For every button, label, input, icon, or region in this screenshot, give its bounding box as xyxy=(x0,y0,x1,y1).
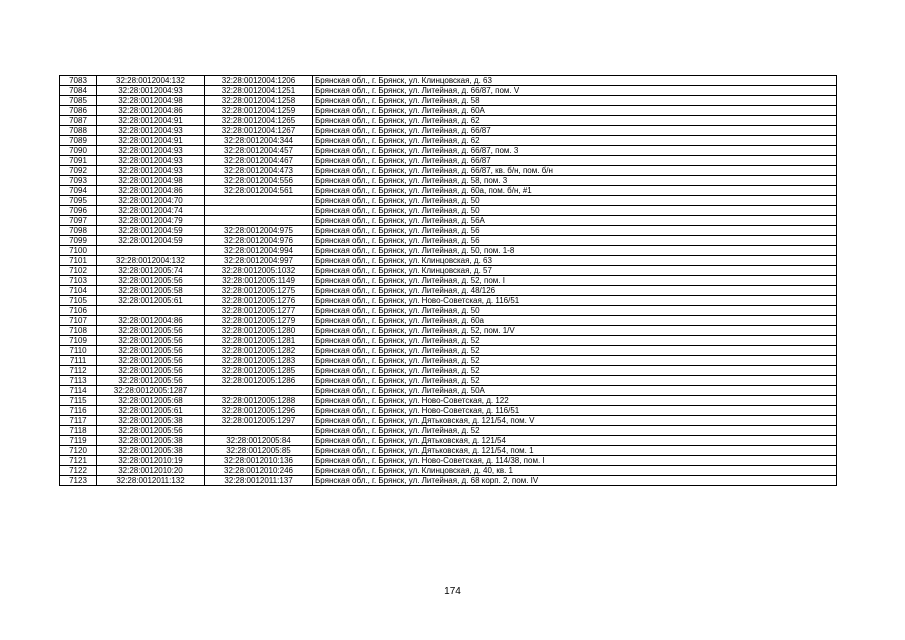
address-cell: Брянская обл., г. Брянск, ул. Литейная, д. 52 xyxy=(313,356,837,366)
building-cadastral-number-cell: 32:28:0012005:1149 xyxy=(205,276,313,286)
building-cadastral-number-cell: 32:28:0012004:1206 xyxy=(205,76,313,86)
address-cell: Брянская обл., г. Брянск, ул. Ново-Советская, д. 116/51 xyxy=(313,406,837,416)
row-number-cell: 7119 xyxy=(60,436,97,446)
land-cadastral-number-cell: 32:28:0012010:19 xyxy=(97,456,205,466)
row-number-cell: 7108 xyxy=(60,326,97,336)
land-cadastral-number-cell: 32:28:0012004:132 xyxy=(97,76,205,86)
row-number-cell: 7114 xyxy=(60,386,97,396)
address-cell: Брянская обл., г. Брянск, ул. Клинцовская, д. 40, кв. 1 xyxy=(313,466,837,476)
address-cell: Брянская обл., г. Брянск, ул. Литейная, д. 52 xyxy=(313,426,837,436)
building-cadastral-number-cell: 32:28:0012005:1281 xyxy=(205,336,313,346)
registry-table xyxy=(59,75,837,486)
land-cadastral-number-cell: 32:28:0012005:56 xyxy=(97,276,205,286)
address-cell: Брянская обл., г. Брянск, ул. Литейная, д. 56 xyxy=(313,236,837,246)
row-number-cell: 7101 xyxy=(60,256,97,266)
land-cadastral-number-cell: 32:28:0012004:79 xyxy=(97,216,205,226)
table-row xyxy=(60,116,837,126)
address-cell: Брянская обл., г. Брянск, ул. Литейная, д. 66/87, кв. б/н, пом. б/н xyxy=(313,166,837,176)
address-cell: Брянская обл., г. Брянск, ул. Литейная, д. 58 xyxy=(313,96,837,106)
building-cadastral-number-cell: 32:28:0012004:473 xyxy=(205,166,313,176)
row-number-cell: 7110 xyxy=(60,346,97,356)
row-number-cell: 7122 xyxy=(60,466,97,476)
land-cadastral-number-cell: 32:28:0012004:86 xyxy=(97,186,205,196)
land-cadastral-number-cell: 32:28:0012005:56 xyxy=(97,336,205,346)
land-cadastral-number-cell xyxy=(97,246,205,256)
table-row xyxy=(60,436,837,446)
address-cell: Брянская обл., г. Брянск, ул. Клинцовская, д. 57 xyxy=(313,266,837,276)
row-number-cell: 7106 xyxy=(60,306,97,316)
land-cadastral-number-cell: 32:28:0012011:132 xyxy=(97,476,205,486)
row-number-cell: 7095 xyxy=(60,196,97,206)
land-cadastral-number-cell: 32:28:0012005:56 xyxy=(97,346,205,356)
row-number-cell: 7117 xyxy=(60,416,97,426)
address-cell: Брянская обл., г. Брянск, ул. Литейная, д. 48/126 xyxy=(313,286,837,296)
address-cell: Брянская обл., г. Брянск, ул. Литейная, д. 52 xyxy=(313,346,837,356)
row-number-cell: 7092 xyxy=(60,166,97,176)
address-cell: Брянская обл., г. Брянск, ул. Литейная, д. 50А xyxy=(313,386,837,396)
building-cadastral-number-cell xyxy=(205,206,313,216)
address-cell: Брянская обл., г. Брянск, ул. Ново-Советская, д. 122 xyxy=(313,396,837,406)
building-cadastral-number-cell: 32:28:0012005:1275 xyxy=(205,286,313,296)
building-cadastral-number-cell: 32:28:0012011:137 xyxy=(205,476,313,486)
land-cadastral-number-cell: 32:28:0012004:59 xyxy=(97,226,205,236)
table-row xyxy=(60,456,837,466)
row-number-cell: 7097 xyxy=(60,216,97,226)
table-row xyxy=(60,356,837,366)
land-cadastral-number-cell: 32:28:0012004:91 xyxy=(97,136,205,146)
row-number-cell: 7107 xyxy=(60,316,97,326)
building-cadastral-number-cell: 32:28:0012004:556 xyxy=(205,176,313,186)
address-cell: Брянская обл., г. Брянск, ул. Литейная, д. 58, пом. 3 xyxy=(313,176,837,186)
table-row xyxy=(60,406,837,416)
table-row xyxy=(60,396,837,406)
table-row xyxy=(60,126,837,136)
building-cadastral-number-cell: 32:28:0012004:994 xyxy=(205,246,313,256)
row-number-cell: 7103 xyxy=(60,276,97,286)
building-cadastral-number-cell xyxy=(205,196,313,206)
row-number-cell: 7086 xyxy=(60,106,97,116)
table-row xyxy=(60,466,837,476)
land-cadastral-number-cell: 32:28:0012005:56 xyxy=(97,376,205,386)
table-row xyxy=(60,156,837,166)
land-cadastral-number-cell: 32:28:0012004:93 xyxy=(97,166,205,176)
address-cell: Брянская обл., г. Брянск, ул. Литейная, д. 62 xyxy=(313,136,837,146)
land-cadastral-number-cell: 32:28:0012005:61 xyxy=(97,406,205,416)
building-cadastral-number-cell: 32:28:0012004:344 xyxy=(205,136,313,146)
building-cadastral-number-cell: 32:28:0012005:1280 xyxy=(205,326,313,336)
row-number-cell: 7111 xyxy=(60,356,97,366)
table-row xyxy=(60,76,837,86)
building-cadastral-number-cell: 32:28:0012010:246 xyxy=(205,466,313,476)
table-row xyxy=(60,106,837,116)
address-cell: Брянская обл., г. Брянск, ул. Литейная, д. 66/87, пом. V xyxy=(313,86,837,96)
table-row xyxy=(60,416,837,426)
address-cell: Брянская обл., г. Брянск, ул. Литейная, д. 68 корп. 2, пом. IV xyxy=(313,476,837,486)
row-number-cell: 7085 xyxy=(60,96,97,106)
address-cell: Брянская обл., г. Брянск, ул. Дятьковская, д. 121/54, пом. 1 xyxy=(313,446,837,456)
address-cell: Брянская обл., г. Брянск, ул. Литейная, д. 66/87 xyxy=(313,126,837,136)
land-cadastral-number-cell: 32:28:0012005:56 xyxy=(97,366,205,376)
land-cadastral-number-cell: 32:28:0012004:93 xyxy=(97,146,205,156)
table-row xyxy=(60,326,837,336)
building-cadastral-number-cell: 32:28:0012005:85 xyxy=(205,446,313,456)
land-cadastral-number-cell: 32:28:0012005:56 xyxy=(97,326,205,336)
row-number-cell: 7123 xyxy=(60,476,97,486)
building-cadastral-number-cell: 32:28:0012004:976 xyxy=(205,236,313,246)
table-row xyxy=(60,286,837,296)
building-cadastral-number-cell: 32:28:0012004:1258 xyxy=(205,96,313,106)
row-number-cell: 7083 xyxy=(60,76,97,86)
land-cadastral-number-cell: 32:28:0012005:38 xyxy=(97,446,205,456)
row-number-cell: 7087 xyxy=(60,116,97,126)
row-number-cell: 7113 xyxy=(60,376,97,386)
address-cell: Брянская обл., г. Брянск, ул. Клинцовская, д. 63 xyxy=(313,76,837,86)
land-cadastral-number-cell: 32:28:0012005:74 xyxy=(97,266,205,276)
land-cadastral-number-cell: 32:28:0012004:93 xyxy=(97,86,205,96)
address-cell: Брянская обл., г. Брянск, ул. Литейная, д. 56А xyxy=(313,216,837,226)
land-cadastral-number-cell: 32:28:0012005:1287 xyxy=(97,386,205,396)
row-number-cell: 7104 xyxy=(60,286,97,296)
row-number-cell: 7090 xyxy=(60,146,97,156)
building-cadastral-number-cell: 32:28:0012004:1251 xyxy=(205,86,313,96)
row-number-cell: 7112 xyxy=(60,366,97,376)
table-row xyxy=(60,176,837,186)
address-cell: Брянская обл., г. Брянск, ул. Литейная, д. 52 xyxy=(313,366,837,376)
table-row xyxy=(60,206,837,216)
table-row xyxy=(60,336,837,346)
land-cadastral-number-cell xyxy=(97,306,205,316)
table-row xyxy=(60,246,837,256)
land-cadastral-number-cell: 32:28:0012004:86 xyxy=(97,316,205,326)
land-cadastral-number-cell: 32:28:0012005:38 xyxy=(97,436,205,446)
address-cell: Брянская обл., г. Брянск, ул. Литейная, д. 52, пом. I xyxy=(313,276,837,286)
row-number-cell: 7109 xyxy=(60,336,97,346)
land-cadastral-number-cell: 32:28:0012005:56 xyxy=(97,356,205,366)
table-row xyxy=(60,426,837,436)
land-cadastral-number-cell: 32:28:0012005:61 xyxy=(97,296,205,306)
address-cell: Брянская обл., г. Брянск, ул. Литейная, д. 52 xyxy=(313,376,837,386)
table-row xyxy=(60,346,837,356)
table-row xyxy=(60,136,837,146)
row-number-cell: 7091 xyxy=(60,156,97,166)
building-cadastral-number-cell: 32:28:0012004:1265 xyxy=(205,116,313,126)
table-row xyxy=(60,236,837,246)
table-row xyxy=(60,226,837,236)
table-row xyxy=(60,306,837,316)
building-cadastral-number-cell xyxy=(205,386,313,396)
table-row xyxy=(60,366,837,376)
building-cadastral-number-cell: 32:28:0012004:1259 xyxy=(205,106,313,116)
registry-table-body xyxy=(60,76,837,486)
address-cell: Брянская обл., г. Брянск, ул. Ново-Советская, д. 116/51 xyxy=(313,296,837,306)
table-row xyxy=(60,296,837,306)
building-cadastral-number-cell: 32:28:0012004:467 xyxy=(205,156,313,166)
land-cadastral-number-cell: 32:28:0012005:38 xyxy=(97,416,205,426)
table-row xyxy=(60,386,837,396)
address-cell: Брянская обл., г. Брянск, ул. Литейная, д. 50 xyxy=(313,206,837,216)
land-cadastral-number-cell: 32:28:0012004:86 xyxy=(97,106,205,116)
address-cell: Брянская обл., г. Брянск, ул. Литейная, д. 66/87 xyxy=(313,156,837,166)
address-cell: Брянская обл., г. Брянск, ул. Литейная, д. 60а xyxy=(313,316,837,326)
table-row xyxy=(60,86,837,96)
table-row xyxy=(60,276,837,286)
row-number-cell: 7121 xyxy=(60,456,97,466)
table-row xyxy=(60,196,837,206)
table-row xyxy=(60,186,837,196)
table-row xyxy=(60,166,837,176)
address-cell: Брянская обл., г. Брянск, ул. Литейная, д. 60А xyxy=(313,106,837,116)
row-number-cell: 7118 xyxy=(60,426,97,436)
row-number-cell: 7089 xyxy=(60,136,97,146)
address-cell: Брянская обл., г. Брянск, ул. Литейная, д. 60а, пом. б/н, #1 xyxy=(313,186,837,196)
land-cadastral-number-cell: 32:28:0012005:68 xyxy=(97,396,205,406)
building-cadastral-number-cell: 32:28:0012005:1032 xyxy=(205,266,313,276)
row-number-cell: 7084 xyxy=(60,86,97,96)
address-cell: Брянская обл., г. Брянск, ул. Литейная, д. 50 xyxy=(313,196,837,206)
building-cadastral-number-cell: 32:28:0012005:1277 xyxy=(205,306,313,316)
building-cadastral-number-cell: 32:28:0012005:84 xyxy=(205,436,313,446)
address-cell: Брянская обл., г. Брянск, ул. Литейная, д. 56 xyxy=(313,226,837,236)
address-cell: Брянская обл., г. Брянск, ул. Дятьковская, д. 121/54 xyxy=(313,436,837,446)
building-cadastral-number-cell: 32:28:0012005:1286 xyxy=(205,376,313,386)
address-cell: Брянская обл., г. Брянск, ул. Литейная, д. 52 xyxy=(313,336,837,346)
address-cell: Брянская обл., г. Брянск, ул. Ново-Советская, д. 114/38, пом. I xyxy=(313,456,837,466)
table-row xyxy=(60,316,837,326)
address-cell: Брянская обл., г. Брянск, ул. Клинцовская, д. 63 xyxy=(313,256,837,266)
table-row xyxy=(60,96,837,106)
row-number-cell: 7115 xyxy=(60,396,97,406)
building-cadastral-number-cell: 32:28:0012010:136 xyxy=(205,456,313,466)
land-cadastral-number-cell: 32:28:0012004:93 xyxy=(97,126,205,136)
row-number-cell: 7099 xyxy=(60,236,97,246)
table-row xyxy=(60,266,837,276)
building-cadastral-number-cell xyxy=(205,216,313,226)
row-number-cell: 7098 xyxy=(60,226,97,236)
address-cell: Брянская обл., г. Брянск, ул. Литейная, д. 62 xyxy=(313,116,837,126)
row-number-cell: 7116 xyxy=(60,406,97,416)
building-cadastral-number-cell: 32:28:0012005:1282 xyxy=(205,346,313,356)
address-cell: Брянская обл., г. Брянск, ул. Литейная, д. 50 xyxy=(313,306,837,316)
land-cadastral-number-cell: 32:28:0012004:91 xyxy=(97,116,205,126)
row-number-cell: 7094 xyxy=(60,186,97,196)
land-cadastral-number-cell: 32:28:0012005:56 xyxy=(97,426,205,436)
building-cadastral-number-cell: 32:28:0012004:997 xyxy=(205,256,313,266)
table-row xyxy=(60,256,837,266)
address-cell: Брянская обл., г. Брянск, ул. Литейная, д. 50, пом. 1-8 xyxy=(313,246,837,256)
land-cadastral-number-cell: 32:28:0012004:70 xyxy=(97,196,205,206)
address-cell: Брянская обл., г. Брянск, ул. Литейная, д. 52, пом. 1/V xyxy=(313,326,837,336)
building-cadastral-number-cell: 32:28:0012004:561 xyxy=(205,186,313,196)
building-cadastral-number-cell: 32:28:0012004:1267 xyxy=(205,126,313,136)
row-number-cell: 7120 xyxy=(60,446,97,456)
row-number-cell: 7102 xyxy=(60,266,97,276)
land-cadastral-number-cell: 32:28:0012004:74 xyxy=(97,206,205,216)
building-cadastral-number-cell: 32:28:0012005:1279 xyxy=(205,316,313,326)
address-cell: Брянская обл., г. Брянск, ул. Дятьковская, д. 121/54, пом. V xyxy=(313,416,837,426)
row-number-cell: 7105 xyxy=(60,296,97,306)
building-cadastral-number-cell: 32:28:0012005:1296 xyxy=(205,406,313,416)
row-number-cell: 7096 xyxy=(60,206,97,216)
land-cadastral-number-cell: 32:28:0012004:132 xyxy=(97,256,205,266)
building-cadastral-number-cell: 32:28:0012005:1288 xyxy=(205,396,313,406)
address-cell: Брянская обл., г. Брянск, ул. Литейная, д. 66/87, пом. 3 xyxy=(313,146,837,156)
building-cadastral-number-cell: 32:28:0012005:1297 xyxy=(205,416,313,426)
table-row xyxy=(60,476,837,486)
table-row xyxy=(60,446,837,456)
land-cadastral-number-cell: 32:28:0012004:98 xyxy=(97,176,205,186)
building-cadastral-number-cell: 32:28:0012005:1283 xyxy=(205,356,313,366)
table-row xyxy=(60,376,837,386)
land-cadastral-number-cell: 32:28:0012010:20 xyxy=(97,466,205,476)
row-number-cell: 7088 xyxy=(60,126,97,136)
building-cadastral-number-cell: 32:28:0012004:457 xyxy=(205,146,313,156)
table-row xyxy=(60,146,837,156)
land-cadastral-number-cell: 32:28:0012004:93 xyxy=(97,156,205,166)
building-cadastral-number-cell: 32:28:0012004:975 xyxy=(205,226,313,236)
land-cadastral-number-cell: 32:28:0012004:59 xyxy=(97,236,205,246)
row-number-cell: 7093 xyxy=(60,176,97,186)
page-number: 174 xyxy=(444,586,461,597)
building-cadastral-number-cell xyxy=(205,426,313,436)
row-number-cell: 7100 xyxy=(60,246,97,256)
land-cadastral-number-cell: 32:28:0012005:58 xyxy=(97,286,205,296)
building-cadastral-number-cell: 32:28:0012005:1285 xyxy=(205,366,313,376)
building-cadastral-number-cell: 32:28:0012005:1276 xyxy=(205,296,313,306)
table-row xyxy=(60,216,837,226)
land-cadastral-number-cell: 32:28:0012004:98 xyxy=(97,96,205,106)
